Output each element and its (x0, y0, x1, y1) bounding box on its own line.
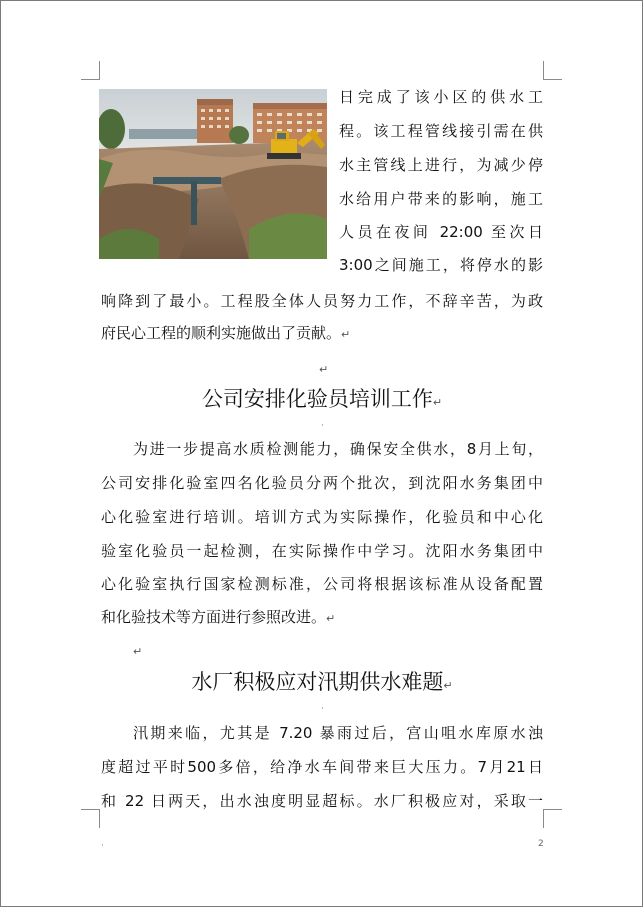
construction-site-photo (99, 89, 327, 259)
paragraph-line: 和 22 日两天，出水浊度明显超标。水厂积极应对，采取一 (101, 792, 543, 810)
paragraph-line: 水主管线上进行，为减少停 (339, 156, 543, 174)
paragraph-mark: ↵ (319, 363, 329, 376)
crop-mark-top-left (81, 61, 100, 80)
crop-mark-top-right (543, 61, 562, 80)
paragraph-mark: ↵ (341, 328, 351, 341)
section-heading: 水厂积极应对汛期供水难题↵ (191, 670, 453, 694)
paragraph-line: 公司安排化验室四名化验员分两个批次，到沈阳水务集团中 (101, 474, 543, 492)
paragraph-line: 人员在夜间 22:00 至次日 (339, 223, 543, 241)
paragraph-line: 府民心工程的顺利实施做出了贡献。↵ (101, 324, 351, 342)
paragraph-line: 度超过平时500多倍，给净水车间带来巨大压力。7月21日 (101, 758, 543, 776)
paragraph-line: 为进一步提高水质检测能力，确保安全供水，8月上旬， (133, 440, 543, 458)
format-dot: · (321, 704, 324, 714)
paragraph-line: 日完成了该小区的供水工 (339, 88, 543, 106)
page-number: 2 (538, 839, 544, 849)
paragraph-line: 程。该工程管线接引需在供 (339, 122, 543, 140)
paragraph-line: 3:00之间施工，将停水的影 (339, 256, 543, 274)
paragraph-line: 验室化验员一起检测，在实际操作中学习。沈阳水务集团中 (101, 542, 543, 560)
paragraph-line: 心化验室进行培训。培训方式为实际操作，化验员和中心化 (101, 508, 543, 526)
paragraph-mark: ↵ (133, 645, 143, 658)
paragraph-line: 心化验室执行国家检测标准，公司将根据该标准从设备配置 (101, 575, 543, 593)
paragraph-line: 响降到了最小。工程股全体人员努力工作，不辞辛苦，为政 (101, 292, 543, 310)
format-dot: · (321, 421, 324, 431)
crop-mark-bottom-right (543, 809, 562, 828)
paragraph-line: 汛期来临，尤其是 7.20 暴雨过后，宫山咀水库原水浊 (133, 724, 543, 742)
paragraph-line: 水给用户带来的影响，施工 (339, 190, 543, 208)
format-dot: · (101, 841, 104, 851)
paragraph-line: 和化验技术等方面进行参照改进。↵ (101, 608, 336, 626)
section-heading: 公司安排化验员培训工作↵ (201, 387, 443, 411)
crop-mark-bottom-left (81, 809, 100, 828)
